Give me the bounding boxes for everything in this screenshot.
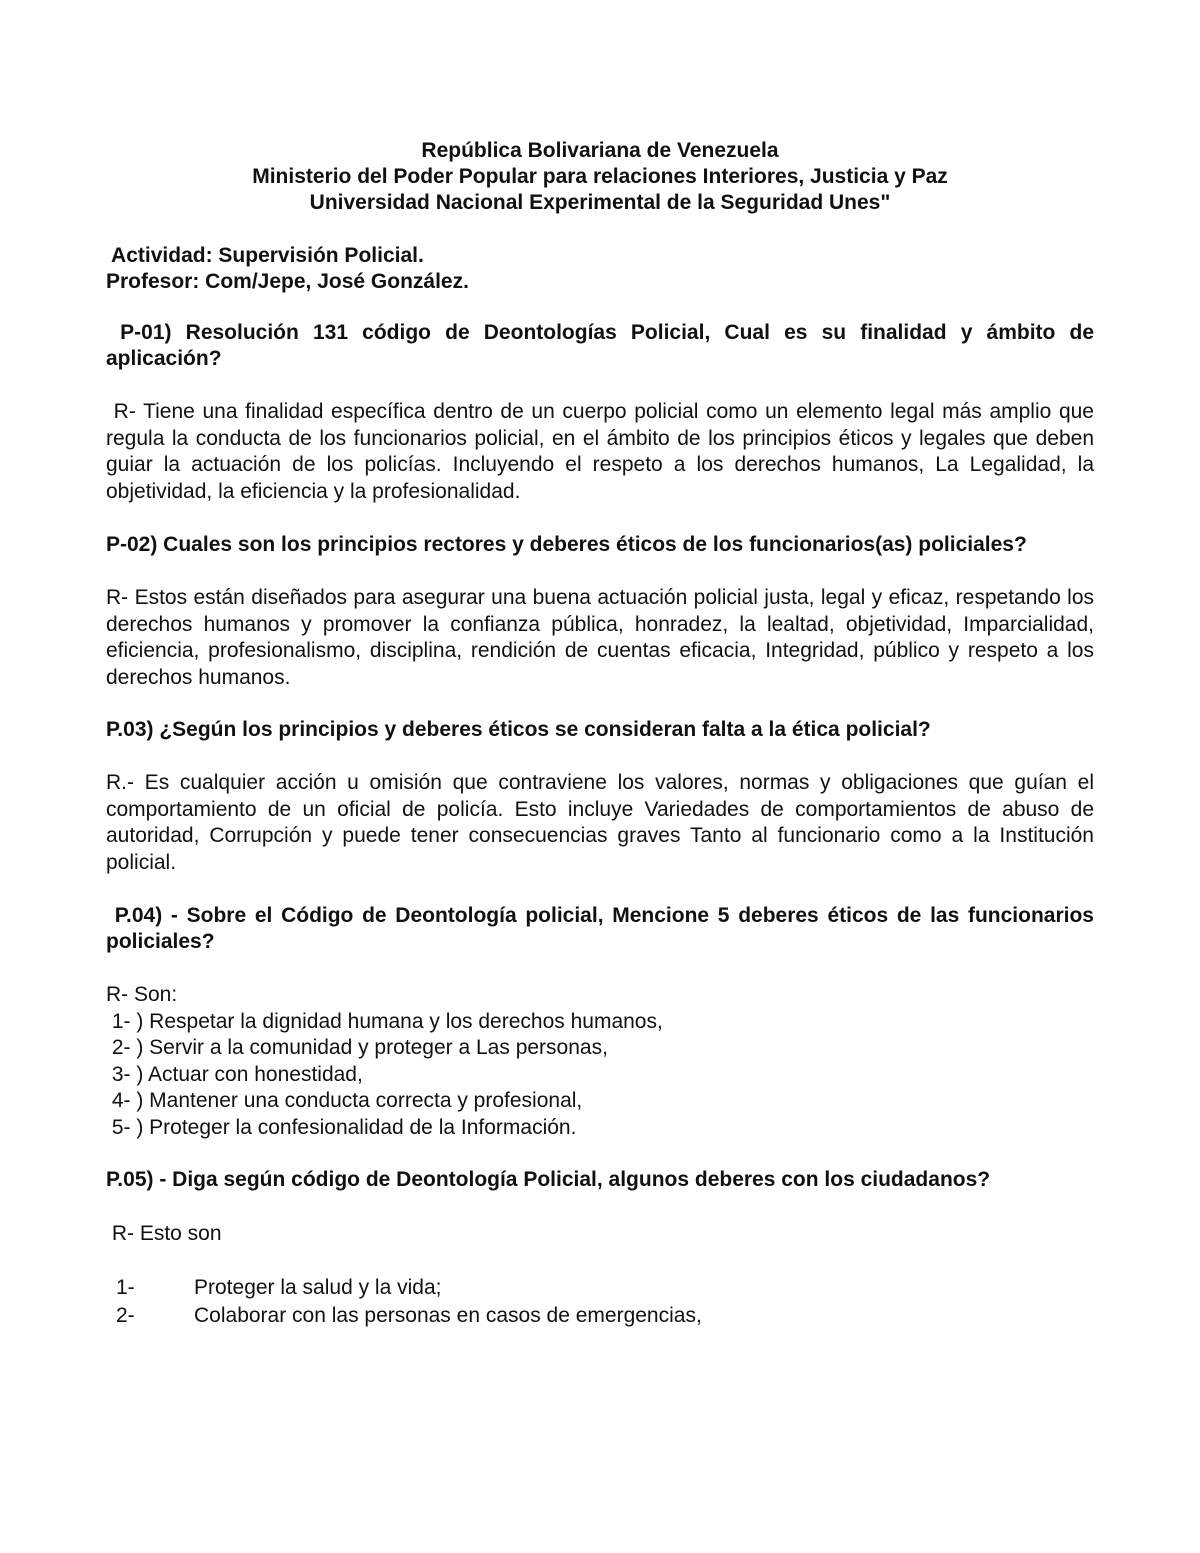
question-5: P.05) - Diga según código de Deontología Policial, algunos deberes con los ciudadanos? bbox=[106, 1168, 991, 1191]
list-item: 3- ) Actuar con honestidad, bbox=[106, 1062, 363, 1086]
header-ministry: Ministerio del Poder Popular para relaciones Interiores, Justicia y Paz bbox=[252, 165, 948, 188]
list-item-text: Colaborar con las personas en casos de emergencias, bbox=[194, 1303, 702, 1327]
question-3: P.03) ¿Según los principios y deberes éticos se consideran falta a la ética policial? bbox=[106, 718, 931, 741]
list-item bbox=[116, 1302, 1094, 1330]
question-1: P-01) Resolución 131 código de Deontologías Policial, Cual es su finalidad y ámbito de aplicación? bbox=[106, 321, 1100, 370]
document-header bbox=[106, 138, 1094, 216]
list-item: 4- ) Mantener una conducta correcta y profesional, bbox=[106, 1089, 583, 1112]
list-item: 2- ) Servir a la comunidad y proteger a Las personas, bbox=[106, 1036, 608, 1059]
list-item-number: 2- bbox=[116, 1303, 135, 1327]
question-2: P-02) Cuales son los principios rectores y deberes éticos de los funcionarios(as) policiales? bbox=[106, 533, 1027, 556]
answer-4 bbox=[106, 982, 1094, 1141]
header-country: República Bolivariana de Venezuela bbox=[421, 139, 779, 162]
answer-3: R.- Es cualquier acción u omisión que contraviene los valores, normas y obligaciones que guían el comportamiento de un oficial de policía. Esto incluye Variedades de comportamientos de abuso de autoridad, Corrupción y puede tener consecuencias graves Tanto al funcionario como a la Institución policial. bbox=[106, 771, 1094, 874]
question-4: P.04) - Sobre el Código de Deontología policial, Mencione 5 deberes éticos de las funcionarios policiales? bbox=[106, 904, 1100, 953]
document-page bbox=[106, 138, 1100, 1330]
answer-2: R- Estos están diseñados para asegurar una buena actuación policial justa, legal y eficaz, respetando los derechos humanos y promover la confianza pública, honradez, la lealtad, objetividad, Imparcialidad, eficiencia, profesionalismo, disciplina, rendición de cuentas eficacia, Integridad, público y respeto a los derechos humanos. bbox=[106, 586, 1094, 689]
document-meta bbox=[106, 243, 1094, 295]
header-university: Universidad Nacional Experimental de la Seguridad Unes" bbox=[309, 191, 891, 214]
list-item-text: Proteger la salud y la vida; bbox=[194, 1275, 442, 1299]
activity-label: Actividad: Supervisión Policial. bbox=[106, 244, 424, 267]
list-item: 5- ) Proteger la confesionalidad de la Información. bbox=[106, 1115, 577, 1139]
answer-5-intro: R- Esto son bbox=[106, 1222, 222, 1245]
professor-label: Profesor: Com/Jepe, José González. bbox=[106, 270, 469, 293]
list-item-number: 1- bbox=[116, 1275, 135, 1299]
answer-1: R- Tiene una finalidad específica dentro de un cuerpo policial como un elemento legal más amplio que regula la conducta de los funcionarios policial, en el ámbito de los principios éticos y legales que deben guiar la actuación de los policías. Incluyendo el respeto a los derechos humanos, La Legalidad, la objetividad, la eficiencia y la profesionalidad. bbox=[106, 400, 1100, 503]
answer-4-intro: R- Son: bbox=[106, 983, 178, 1006]
list-item: 1- ) Respetar la dignidad humana y los derechos humanos, bbox=[106, 1009, 663, 1033]
answer-5-list bbox=[106, 1274, 1094, 1330]
list-item bbox=[116, 1274, 1094, 1302]
